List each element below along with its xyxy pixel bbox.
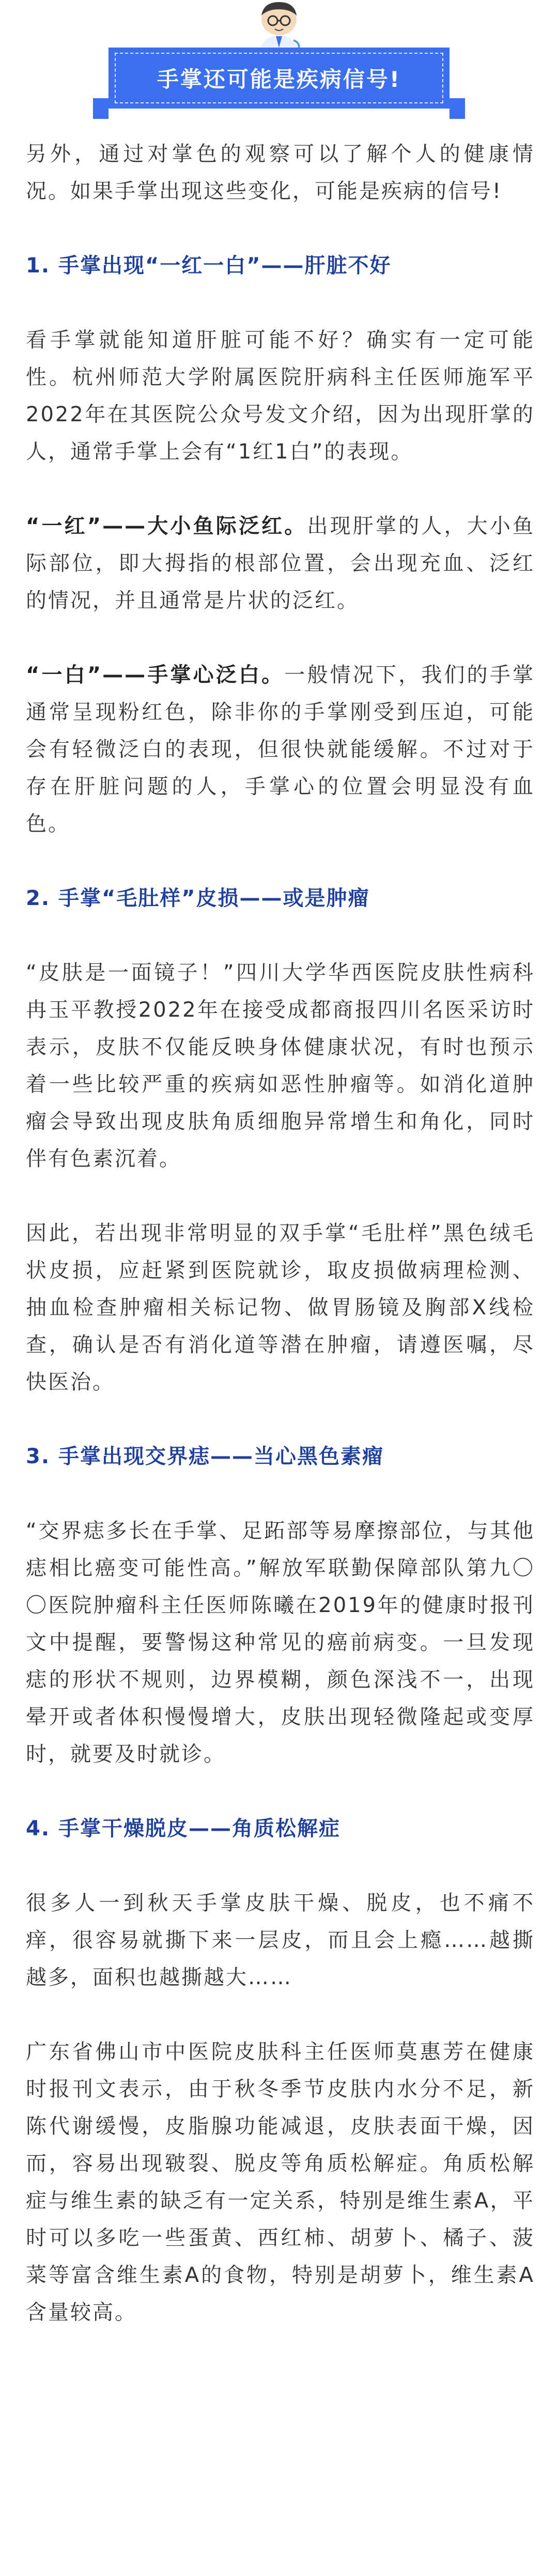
section-heading-melanoma: 3. 手掌出现交界痣——当心黑色素瘤 bbox=[26, 1445, 384, 1468]
banner-ribbon-right bbox=[450, 98, 465, 119]
article-body bbox=[26, 135, 535, 2331]
section-heading-keratolysis: 4. 手掌干燥脱皮——角质松解症 bbox=[26, 1817, 340, 1841]
paragraph-lead: “一红”——大小鱼际泛红。 bbox=[26, 514, 307, 538]
paragraph-text: 一般情况下，我们的手掌通常呈现粉红色，除非你的手掌刚受到压迫，可能会有轻微泛白的表现，但很快就能缓解。不过对于存在肝脏问题的人，手掌心的位置会明显没有血色。 bbox=[26, 663, 535, 836]
paragraph-text: “皮肤是一面镜子！”四川大学华西医院皮肤性病科冉玉平教授2022年在接受成都商报四川名医采访时表示，皮肤不仅能反映身体健康状况，有时也预示着一些比较严重的疾病如恶性肿瘤等。如消化道肿瘤会导致出现皮肤角质细胞异常增生和角化，同时伴有色素沉着。 bbox=[26, 961, 535, 1171]
title-banner bbox=[109, 48, 450, 109]
section-heading-liver: 1. 手掌出现“一红一白”——肝脏不好 bbox=[26, 254, 392, 278]
paragraph bbox=[26, 1215, 535, 1401]
paragraph-text: 出现肝掌的人，大小鱼际部位，即大拇指的根部位置，会出现充血、泛红的情况，并且通常是片状的泛红。 bbox=[26, 514, 535, 612]
paragraph bbox=[26, 2033, 535, 2331]
paragraph bbox=[26, 1512, 535, 1773]
paragraph-text: 很多人一到秋天手掌皮肤干燥、脱皮，也不痛不痒，很容易就撕下来一层皮，而且会上瘾……越撕越多，面积也越撕越大…… bbox=[26, 1891, 535, 1989]
paragraph bbox=[26, 656, 535, 842]
paragraph-text: “交界痣多长在手掌、足跖部等易摩擦部位，与其他痣相比癌变可能性高。”解放军联勤保障部队第九〇〇医院肿瘤科主任医师陈曦在2019年的健康时报刊文中提醒，要警惕这种常见的癌前病变。一旦发现痣的形状不规则，边界模糊，颜色深浅不一，出现晕开或者体积慢慢增大，皮肤出现轻微隆起或变厚时，就要及时就诊。 bbox=[26, 1519, 535, 1766]
paragraph-lead: “一白”——手掌心泛白。 bbox=[26, 663, 285, 687]
title-banner-frame bbox=[115, 53, 443, 103]
section-heading-tumor: 2. 手掌“毛肚样”皮损——或是肿瘤 bbox=[26, 886, 370, 910]
paragraph-text: 广东省佛山市中医院皮肤科主任医师莫惠芳在健康时报刊文表示，由于秋冬季节皮肤内水分不足，新陈代谢缓慢，皮脂腺功能减退，皮肤表面干燥，因而，容易出现皲裂、脱皮等角质松解症。角质松解症与维生素的缺乏有一定关系，特别是维生素A，平时可以多吃一些蛋黄、西红柿、胡萝卜、橘子、菠菜等富含维生素A的食物，特别是胡萝卜，维生素A含量较高。 bbox=[26, 2040, 535, 2324]
banner-ribbon-left bbox=[93, 98, 109, 119]
banner-title: 手掌还可能是疾病信号! bbox=[157, 67, 401, 92]
paragraph bbox=[26, 1884, 535, 1996]
intro-paragraph: 另外，通过对掌色的观察可以了解个人的健康情况。如果手掌出现这些变化，可能是疾病的信号! bbox=[26, 142, 535, 203]
paragraph bbox=[26, 954, 535, 1177]
paragraph bbox=[26, 508, 535, 619]
paragraph bbox=[26, 321, 535, 470]
paragraph-text: 因此，若出现非常明显的双手掌“毛肚样”黑色绒毛状皮损，应赶紧到医院就诊，取皮损做病理检测、抽血检查肿瘤相关标记物、做胃肠镜及胸部X线检查，确认是否有消化道等潜在肿瘤，请遵医嘱，尽快医治。 bbox=[26, 1221, 535, 1394]
paragraph-text: 看手掌就能知道肝脏可能不好？确实有一定可能性。杭州师范大学附属医院肝病科主任医师施军平2022年在其医院公众号发文介绍，因为出现肝掌的人，通常手掌上会有“1红1白”的表现。 bbox=[26, 328, 535, 464]
